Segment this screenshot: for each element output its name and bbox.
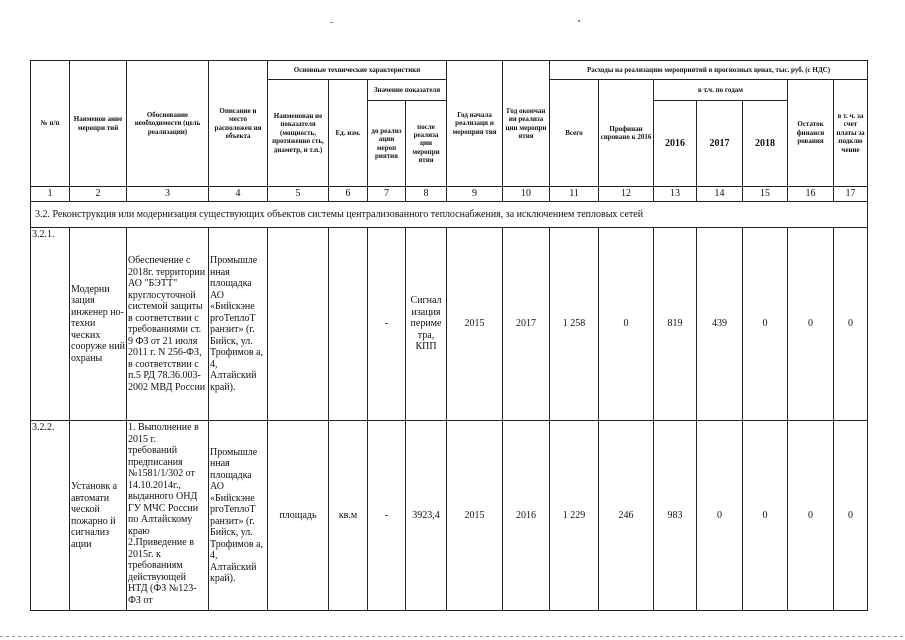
column-number: 7 [368,187,406,202]
row-2018: 0 [743,228,788,421]
header-year-2017: 2017 [697,101,743,187]
header-years-group: в т.ч. по годам [654,80,788,101]
row-2016: 983 [654,421,697,611]
header-prefunded: Профинан сировано к 2016 [599,80,654,187]
column-number: 12 [599,187,654,202]
row-value-after: 3923,4 [406,421,447,611]
section-title: 3.2. Реконструкция или модернизация существующих объектов системы централизованного теплоснабжения, за исключением тепловых сетей [31,202,868,228]
header-after: после реализа ции меропри ятия [406,101,447,187]
row-prefunded: 246 [599,421,654,611]
column-number: 5 [268,187,329,202]
row-prefunded: 0 [599,228,654,421]
row-value-before: - [368,421,406,611]
row-value-after: Сигнал изация периме тра, КПП [406,228,447,421]
header-before: до реализ ации мероп риятия [368,101,406,187]
row-total: 1 229 [550,421,599,611]
header-year-2016: 2016 [654,101,697,187]
column-number: 3 [127,187,209,202]
column-number: 2 [70,187,127,202]
header-tech-group: Основные технические характеристики [268,61,447,80]
column-number: 6 [329,187,368,202]
row-total: 1 258 [550,228,599,421]
header-reason: Обоснование необходимости (цель реализации) [127,61,209,187]
row-remainder: 0 [788,228,834,421]
header-year-start: Год начала реализаци и мероприя тия [447,61,503,187]
row-2017: 439 [697,228,743,421]
header-num: № п/п [31,61,70,187]
header-unit: Ед. изм. [329,80,368,187]
row-number: 3.2.2. [31,421,70,611]
row-description: Промышле нная площадка АО «Бийскэне ргоТеплоТ ранзит» (г. Бийск, ул. Трофимов а, 4, Алтайский край). [209,228,268,421]
row-2016: 819 [654,228,697,421]
column-number: 14 [697,187,743,202]
column-number: 11 [550,187,599,202]
column-number: 4 [209,187,268,202]
table-row [31,421,868,611]
header-year-2018: 2018 [743,101,788,187]
column-number: 15 [743,187,788,202]
column-number: 1 [31,187,70,202]
row-indicator: площадь [268,421,329,611]
row-unit: кв.м [329,421,368,611]
column-number: 8 [406,187,447,202]
row-year-end: 2016 [503,421,550,611]
column-number: 9 [447,187,503,202]
column-number: 13 [654,187,697,202]
header-remainder: Остаток финанси рования [788,80,834,187]
row-remainder: 0 [788,421,834,611]
table-row [31,228,868,421]
column-number-row [31,187,868,202]
row-name: Модерни зация инженер но-техни ческих сооруже ний охраны [70,228,127,421]
row-reason: Обеспечение с 2018г. территории АО "БЭТТ" круглосуточной системой защиты в соответствии с требованиями ст. 9 ФЗ от 21 июля 2011 г. N 256-ФЗ, в соответствии с п.5 РД 78.36.003-2002 МВД России [127,228,209,421]
row-name: Установк а автомати ческой пожарно й сигнализ ации [70,421,127,611]
header-costs-group: Расходы на реализацию мероприятий в прогнозных ценах, тыс. руб. (с НДС) [550,61,868,80]
column-number: 10 [503,187,550,202]
column-number: 16 [788,187,834,202]
row-value-before: - [368,228,406,421]
header-year-end: Год окончан ия реализа ции меропри ятия [503,61,550,187]
header-value-group: Значение показателя [368,80,447,101]
row-unit [329,228,368,421]
header-name: Наименов ание меропри тий [70,61,127,187]
scan-mark [578,20,580,22]
scan-dashed-edge [0,636,905,637]
header-description: Описание и место расположен ия объекта [209,61,268,187]
header-total: Всего [550,80,599,187]
scan-mark [330,22,333,23]
row-reason: 1. Выполнение в 2015 г. требований предписания №1581/1/302 от 14.10.2014г., выданного ОНД ГУ МЧС России по Алтайскому краю 2.Приведение в 2015г. к требованиям действующей НТД (ФЗ №123-ФЗ от [127,421,209,611]
row-2017: 0 [697,421,743,611]
header-fee: в т. ч. за счет платы за подклю чение [834,80,868,187]
row-year-end: 2017 [503,228,550,421]
row-year-start: 2015 [447,228,503,421]
column-number: 17 [834,187,868,202]
row-indicator [268,228,329,421]
row-number: 3.2.1. [31,228,70,421]
row-year-start: 2015 [447,421,503,611]
investment-program-table [30,60,868,611]
header-indicator: Наименован ие показателя (мощность, протяженно сть, диаметр, и т.п.) [268,80,329,187]
row-fee: 0 [834,421,868,611]
row-fee: 0 [834,228,868,421]
row-description: Промышле нная площадка АО «Бийскэне ргоТеплоТ ранзит» (г. Бийск, ул. Трофимов а, 4, Алтайский край). [209,421,268,611]
row-2018: 0 [743,421,788,611]
